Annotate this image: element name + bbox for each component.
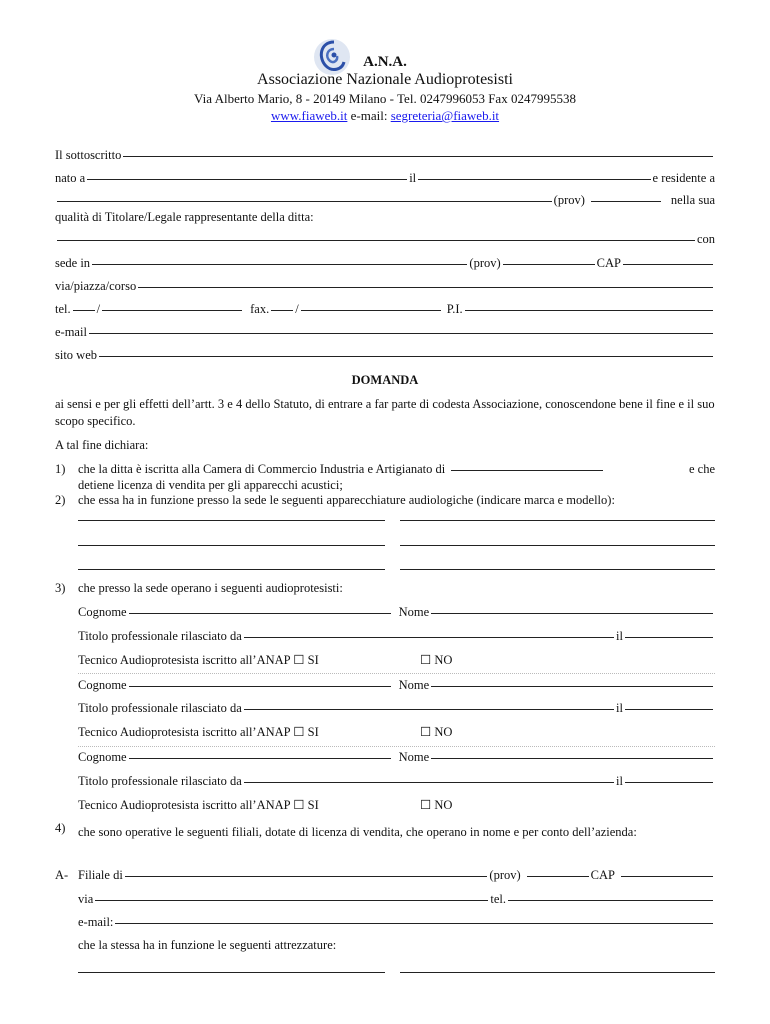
item1-and-label: e che (688, 462, 715, 476)
street-field[interactable] (138, 287, 713, 288)
branch-cap-field[interactable] (621, 876, 713, 877)
branch-equipment-text: che la stessa ha in funzione le seguenti attrezzature: (78, 938, 337, 952)
vat-field[interactable] (465, 310, 713, 311)
branch-cap-label: CAP (590, 868, 615, 882)
branch-via-label: via (78, 892, 94, 906)
ap3-registered-label: Tecnico Audioprotesista iscritto all’ANAP (78, 798, 291, 812)
equipment-line-3a[interactable] (78, 569, 385, 570)
email-field[interactable] (89, 333, 713, 334)
branch-prov-label: (prov) (489, 868, 521, 882)
branch-city-field[interactable] (125, 876, 488, 877)
website-link[interactable]: www.fiaweb.it (270, 108, 348, 123)
ap1-no-checkbox[interactable]: ☐ (420, 653, 432, 667)
row-undersigned (55, 148, 715, 163)
ap1-title-field[interactable] (244, 637, 614, 638)
branch-label: Filiale di (78, 868, 123, 882)
item1-number: 1) (55, 462, 66, 476)
acronym: A.N.A. (363, 54, 407, 70)
ap2-surname-field[interactable] (129, 686, 391, 687)
fax-number-field[interactable] (301, 310, 441, 311)
request-heading: DOMANDA (351, 373, 419, 387)
row-street (55, 279, 715, 294)
branch-email-field[interactable] (115, 923, 713, 924)
row-website (55, 348, 715, 363)
fax-prefix-field[interactable] (271, 310, 293, 311)
branch-tel-field[interactable] (508, 900, 713, 901)
ap3-title-label: Titolo professionale rilasciato da (78, 774, 242, 788)
branch-equipment-line-a[interactable] (78, 972, 385, 973)
item3-number: 3) (55, 581, 66, 595)
ap3-surname-label: Cognome (78, 750, 127, 764)
item4-text: che sono operative le seguenti filiali, dotate di licenza di vendita, che operano in nome e per conto dell’azienda: (78, 825, 637, 839)
seat-prov-field[interactable] (503, 264, 595, 265)
resident-label: e residente a (652, 171, 715, 185)
equipment-line-3b[interactable] (400, 569, 715, 570)
residence-prov-field[interactable] (591, 201, 661, 202)
ap3-no-checkbox[interactable]: ☐ (420, 798, 432, 812)
website-field[interactable] (99, 356, 713, 357)
ap2-no-option (420, 724, 452, 740)
equipment-line-1b[interactable] (400, 520, 715, 521)
item3-text: che presso la sede operano i seguenti audioprotesisti: (78, 581, 343, 595)
ap3-yes-checkbox[interactable]: ☐ (293, 798, 305, 812)
residence-prov-label: (prov) (553, 193, 585, 207)
tel-label: tel. (55, 302, 71, 316)
in-the-label: nella sua (670, 193, 715, 207)
branch-via-row (78, 892, 715, 907)
branch-email-label: e-mail: (78, 915, 114, 929)
seat-label: sede in (55, 256, 91, 270)
tel-slash: / (96, 302, 101, 316)
undersigned-field[interactable] (123, 156, 713, 157)
item1-continuation: detiene licenza di vendita per gli apparecchi acustici; (78, 478, 343, 492)
row-birth (55, 171, 715, 186)
ap2-yes-label: SI (307, 725, 319, 739)
residence-field[interactable] (57, 201, 552, 202)
ap2-no-checkbox[interactable]: ☐ (420, 725, 432, 739)
fax-label: fax. (250, 302, 270, 316)
ap2-title-label: Titolo professionale rilasciato da (78, 701, 242, 715)
branch-via-field[interactable] (95, 900, 488, 901)
ap3-no-option (420, 797, 452, 813)
birth-date-label: il (409, 171, 417, 185)
seat-cap-field[interactable] (623, 264, 713, 265)
equipment-line-2a[interactable] (78, 545, 385, 546)
email-link[interactable]: segreteria@fiaweb.it (390, 108, 500, 123)
ap3-date-field[interactable] (625, 782, 713, 783)
ap2-name-field[interactable] (431, 686, 713, 687)
ap2-surname-label: Cognome (78, 678, 127, 692)
ap2-no-label: NO (434, 725, 453, 739)
branch-tel-label: tel. (490, 892, 506, 906)
ap2-registered-row (78, 724, 319, 740)
ap1-surname-field[interactable] (129, 613, 391, 614)
ap1-yes-label: SI (307, 653, 319, 667)
birth-date-field[interactable] (418, 179, 650, 180)
ap1-title-label: Titolo professionale rilasciato da (78, 629, 242, 643)
ap3-name-label: Nome (398, 750, 430, 764)
ap3-yes-label: SI (307, 798, 319, 812)
tel-number-field[interactable] (102, 310, 242, 311)
ap3-name-field[interactable] (431, 758, 713, 759)
quality-text: qualità di Titolare/Legale rappresentante della ditta: (55, 210, 314, 224)
item4-number: 4) (55, 821, 66, 835)
ap3-surname-field[interactable] (129, 758, 391, 759)
company-field[interactable] (57, 240, 695, 241)
seat-prov-label: (prov) (469, 256, 501, 270)
branch-email-row (78, 915, 715, 930)
ap1-no-option (420, 652, 452, 668)
ap1-name-label: Nome (398, 605, 430, 619)
ap1-no-label: NO (434, 653, 453, 667)
ap3-registered-row (78, 797, 319, 813)
ap1-title-row (78, 629, 715, 644)
ap1-date-field[interactable] (625, 637, 713, 638)
row-seat (55, 256, 715, 271)
ap2-date-field[interactable] (625, 709, 713, 710)
equipment-line-1a[interactable] (78, 520, 385, 521)
ap2-registered-label: Tecnico Audioprotesista iscritto all’ANAP (78, 725, 291, 739)
row-phone (55, 302, 715, 317)
ap2-name-label: Nome (398, 678, 430, 692)
ap2-title-field[interactable] (244, 709, 614, 710)
with-label: con (696, 232, 715, 246)
item2-text: che essa ha in funzione presso la sede le seguenti apparecchiature audiologiche (indicare marca e modello): (78, 493, 615, 507)
ap1-registered-row (78, 652, 319, 668)
request-body: ai sensi e per gli effetti dell’artt. 3 e 4 dello Statuto, di entrare a far parte di codesta Associazione, conoscendone bene il fine e il suo scopo specifico. (55, 397, 715, 428)
fax-slash: / (295, 302, 299, 316)
item2-number: 2) (55, 493, 66, 507)
seat-cap-label: CAP (596, 256, 621, 270)
equipment-line-2b[interactable] (400, 545, 715, 546)
ap3-date-label: il (616, 774, 623, 788)
org-name: Associazione Nazionale Audioprotesisti (257, 71, 513, 88)
branch-row (78, 868, 715, 883)
ap1-date-label: il (616, 629, 623, 643)
separator (78, 673, 715, 674)
ap2-title-row (78, 701, 715, 716)
birthplace-field[interactable] (87, 179, 407, 180)
website-label: sito web (55, 348, 98, 362)
email-label: e-mail (55, 325, 87, 339)
ap3-title-field[interactable] (244, 782, 614, 783)
ap2-name-row (78, 678, 715, 693)
ap1-registered-label: Tecnico Audioprotesista iscritto all’ANAP (78, 653, 291, 667)
seat-field[interactable] (92, 264, 467, 265)
row-email (55, 325, 715, 340)
item1-text: che la ditta è iscritta alla Camera di Commercio Industria e Artigianato di (78, 462, 446, 476)
ap1-name-field[interactable] (431, 613, 713, 614)
street-label: via/piazza/corso (55, 279, 137, 293)
ap1-name-row (78, 605, 715, 620)
address: Via Alberto Mario, 8 - 20149 Milano - Tel. 0247996053 Fax 0247995538 (194, 91, 576, 106)
row-residence (55, 193, 715, 208)
item1-row (78, 462, 715, 477)
chamber-city-field[interactable] (451, 470, 603, 471)
ap3-name-row (78, 750, 715, 765)
born-in-label: nato a (55, 171, 86, 185)
tel-prefix-field[interactable] (73, 310, 95, 311)
ap1-surname-label: Cognome (78, 605, 127, 619)
separator (78, 746, 715, 747)
vat-label: P.I. (446, 302, 463, 316)
undersigned-label: Il sottoscritto (55, 148, 122, 162)
branch-equipment-line-b[interactable] (400, 972, 715, 973)
ap2-date-label: il (616, 701, 623, 715)
branch-letter: A- (55, 868, 69, 882)
ap3-no-label: NO (434, 798, 453, 812)
contact-links (0, 108, 770, 124)
ap1-yes-checkbox[interactable]: ☐ (293, 653, 305, 667)
branch-prov-field[interactable] (527, 876, 589, 877)
email-label: e-mail: (350, 108, 388, 123)
declares-text: A tal fine dichiara: (55, 438, 149, 452)
ap3-title-row (78, 774, 715, 789)
ap2-yes-checkbox[interactable]: ☐ (293, 725, 305, 739)
row-company (55, 232, 715, 247)
